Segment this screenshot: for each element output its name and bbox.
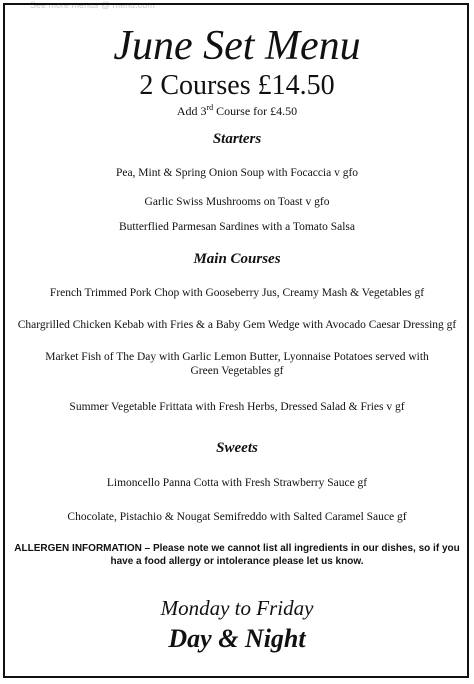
starter-item: Garlic Swiss Mushrooms on Toast v gfo xyxy=(144,196,330,208)
sweets-heading: Sweets xyxy=(216,440,258,456)
starters-heading: Starters xyxy=(212,131,262,147)
main-item: Summer Vegetable Frittata with Fresh Herbs, Dressed Salad & Fries v gf xyxy=(69,401,405,413)
main-item: Market Fish of The Day with Garlic Lemon Butter, Lyonnaise Potatoes served with Green Vegetables gf xyxy=(45,351,429,377)
addon-superscript: rd xyxy=(206,103,214,112)
addon-course-note xyxy=(0,103,474,119)
main-item: French Trimmed Pork Chop with Gooseberry Jus, Creamy Mash & Vegetables gf xyxy=(49,287,425,299)
watermark-text: See more menus @ menu.com xyxy=(30,0,155,10)
allergen-information: ALLERGEN INFORMATION – Please note we cannot list all ingredients in our dishes, so if you have a food allergy or intolerance please let us know. xyxy=(14,543,460,567)
sweet-item: Chocolate, Pistachio & Nougat Semifreddo with Salted Caramel Sauce gf xyxy=(67,511,407,523)
menu-title: June Set Menu xyxy=(113,23,361,69)
starter-item: Pea, Mint & Spring Onion Soup with Focaccia v gfo xyxy=(115,167,359,179)
course-price: 2 Courses £14.50 xyxy=(139,70,335,101)
availability-times: Day & Night xyxy=(168,624,306,653)
addon-suffix: Course for £4.50 xyxy=(213,104,298,118)
sweet-item: Limoncello Panna Cotta with Fresh Strawberry Sauce gf xyxy=(106,477,368,489)
addon-prefix: Add 3 xyxy=(176,104,207,118)
main-courses-heading: Main Courses xyxy=(193,251,281,267)
main-item: Chargrilled Chicken Kebab with Fries & a Baby Gem Wedge with Avocado Caesar Dressing gf xyxy=(17,319,457,331)
availability-days: Monday to Friday xyxy=(160,596,314,620)
starter-item: Butterflied Parmesan Sardines with a Tomato Salsa xyxy=(119,221,355,233)
